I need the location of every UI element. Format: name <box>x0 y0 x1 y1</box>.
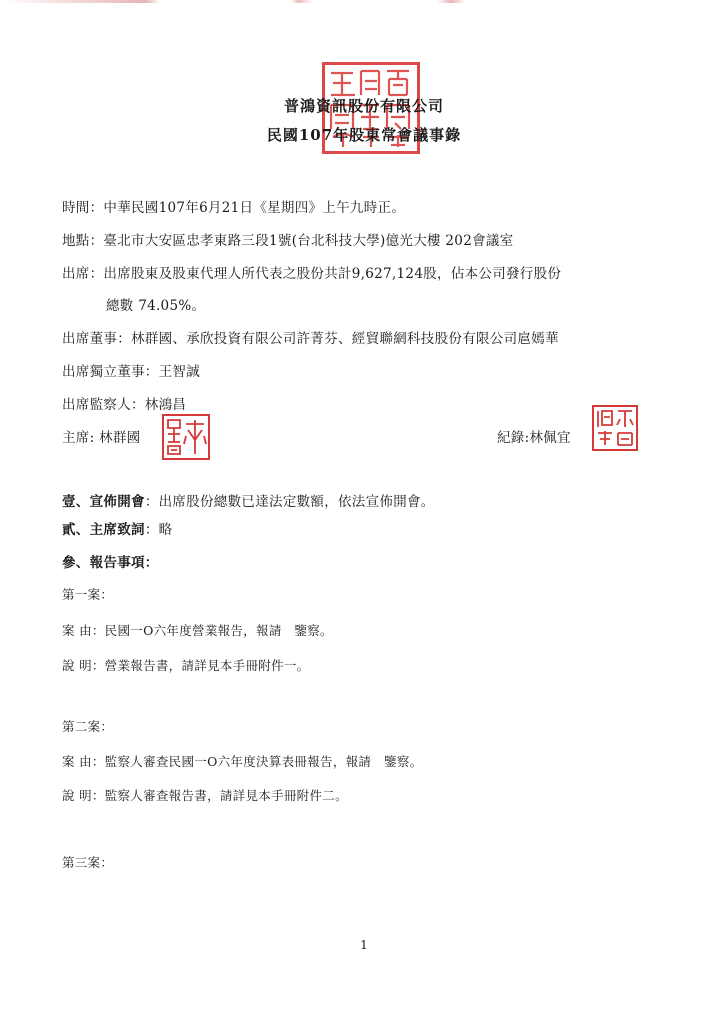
case-2-note: 說 明：監察人審查報告書，請詳見本手冊附件二。 <box>62 788 348 803</box>
recorder-seal <box>592 405 638 451</box>
section-2-heading: 貳、主席致詞 <box>62 522 145 538</box>
case-3-title: 第三案： <box>62 855 114 870</box>
page-number: 1 <box>360 938 368 952</box>
case-1-title: 第一案： <box>62 587 114 602</box>
attendance-line-1: 出席：出席股東及股東代理人所代表之股份共計9,627,124股，佔本公司發行股份 <box>62 266 562 282</box>
case-1-note: 說 明：營業報告書，請詳見本手冊附件一。 <box>62 658 310 673</box>
supervisor: 出席監察人：林鴻昌 <box>62 397 187 413</box>
attending-directors: 出席董事：林群國、承欣投資有限公司許菁芬、經貿聯網科技股份有限公司扈嫣華 <box>62 331 559 347</box>
recorder: 紀錄:林佩宜 <box>497 430 571 446</box>
recorder-seal-graphic <box>594 407 636 449</box>
case-1-reason: 案 由：民國一O六年度營業報告，報請 鑒察。 <box>62 623 333 638</box>
section-1 <box>62 490 435 510</box>
section-2-body: ：略 <box>144 522 173 538</box>
case-2-reason: 案 由：監察人審查民國一O六年度決算表冊報告，報請 鑒察。 <box>62 754 423 769</box>
section-2 <box>62 518 172 538</box>
section-1-heading: 壹、宣佈開會 <box>62 494 145 510</box>
document-title: 民國107年股東常會議事錄 <box>266 126 462 144</box>
scan-edge-mark <box>0 0 728 3</box>
section-3-heading: 參、報告事項： <box>62 555 159 571</box>
chairman-seal-graphic <box>164 416 208 458</box>
chairman: 主席: 林群國 <box>62 430 141 446</box>
independent-director: 出席獨立董事：王智誠 <box>62 364 200 380</box>
section-1-body: ：出席股份總數已達法定數額，依法宣佈開會。 <box>144 494 435 510</box>
attendance-line-2: 總數 74.05%。 <box>106 298 206 314</box>
case-2-title: 第二案： <box>62 719 114 734</box>
company-name: 普鴻資訊股份有限公司 <box>283 97 444 115</box>
chairman-seal <box>162 414 210 460</box>
meeting-place: 地點：臺北市大安區忠孝東路三段1號(台北科技大學)億光大樓 202會議室 <box>62 233 514 249</box>
meeting-time: 時間：中華民國107年6月21日《星期四》上午九時正。 <box>62 200 406 216</box>
